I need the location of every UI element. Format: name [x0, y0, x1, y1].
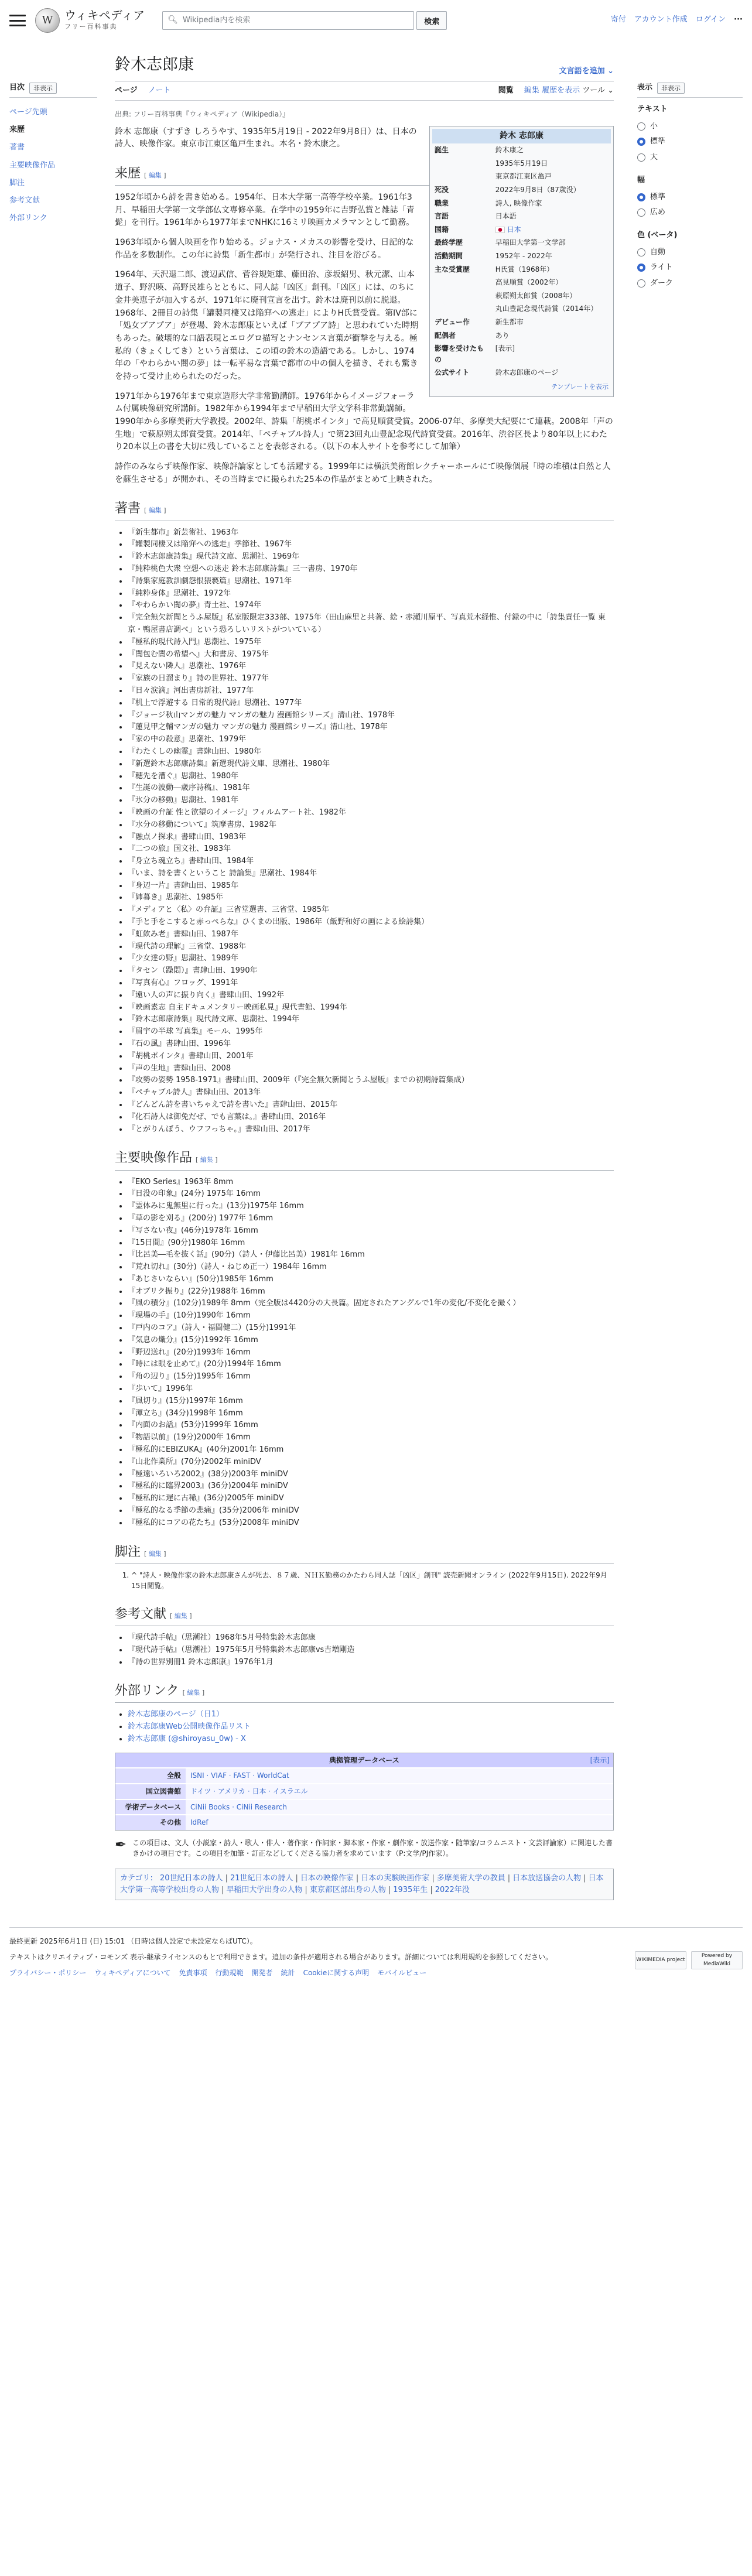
film-item: • 『風切り』(15分)1997年 16mm: [128, 1395, 614, 1408]
book-item: • 『家の中の殺意』思潮社、1979年: [128, 734, 614, 746]
appearance-group: [637, 175, 743, 220]
book-item: • 『とがりんぼう、ウフフっちゃ。』書肆山田、2017年: [128, 1124, 614, 1136]
appearance-option[interactable]: [637, 276, 743, 291]
film-item: • 『渾立ち』(34分)1998年 16mm: [128, 1408, 614, 1420]
film-item: • 『物語以前』(19分)2000年 16mm: [128, 1432, 614, 1444]
film-item: • 『歩いて』1996年: [128, 1383, 614, 1395]
book-item: • 『化石詩人は御免だぜ、でも言葉は。』書肆山田、2016年: [128, 1111, 614, 1124]
infobox-row: [432, 249, 611, 263]
category-link[interactable]: 多摩美術大学の教員: [436, 1874, 505, 1883]
stub-notice: [115, 1838, 614, 1859]
appearance-option-label: ライト: [650, 263, 673, 272]
add-language-button[interactable]: 文言語を追加 ⌄: [559, 66, 614, 76]
authority-row: [115, 1815, 613, 1830]
infobox-value: あり: [495, 331, 510, 340]
film-item: • 『草の影を刈る』(200分) 1977年 16mm: [128, 1213, 614, 1225]
book-item: • 『声の生地』書肆山田、2008: [128, 1063, 614, 1075]
category-link[interactable]: 2022年没: [435, 1886, 470, 1895]
appearance-option-label: 標準: [650, 137, 666, 146]
appearance-option[interactable]: [637, 245, 743, 260]
radio-button-icon[interactable]: [637, 248, 645, 256]
wikimedia-badge[interactable]: WIKIMEDIA project: [635, 1951, 686, 1969]
footer-link[interactable]: 行動規範: [215, 1968, 244, 1977]
radio-button-icon[interactable]: [637, 264, 645, 272]
film-item: • 『角の辺り』(15分)1995年 16mm: [128, 1371, 614, 1383]
book-item: • 『新生都市』新芸術社、1963年: [128, 527, 614, 539]
edit-films-link[interactable]: 編集: [200, 1156, 213, 1164]
authority-row: [115, 1768, 613, 1784]
authority-key: その他: [115, 1815, 186, 1830]
authority-key: 学術データベース: [115, 1800, 186, 1815]
infobox-key: [432, 170, 493, 183]
infobox-value: 高見順賞（2002年）: [495, 278, 563, 287]
book-item: • 『虹飲み老』書肆山田、1987年: [128, 929, 614, 941]
appearance-option-label: 標準: [650, 192, 666, 201]
book-item: • 『新選鈴木志郎康詩集』新選現代詩文庫、思潮社、1980年: [128, 758, 614, 771]
external-links-list: [115, 1709, 614, 1745]
history-para: 1971年から1976年まで東京造形大学非常勤講師。1976年からイメージフォーラム付属映像研究所講師。1982年から1994年まで早稲田大学文学科非常勤講師。1990年から多摩美術大学教授。2002年、詩集「胡桃ポインタ」で高見順賞受賞。2006-07年、多摩美大紀要にて連載。2008年「声の生地」で萩原朔太郎賞受賞。2014年、「ペチャブル詩人」で第23回丸山豊記念現代詩賞受賞。2016年、渋谷区長より80年以上にわたり20本以上の書を大切に残していることを表彰される。（以下の本人サイトを参考にして加筆）: [115, 391, 613, 452]
infobox-value: 2022年9月8日（87歳没）: [495, 186, 580, 194]
film-item: • 『極私的に遅に古稀』(36分)2005年 miniDV: [128, 1493, 614, 1505]
films-list: [115, 1176, 614, 1530]
template-link[interactable]: テンプレートを表示: [551, 382, 609, 391]
film-item: • 『極遠いろいろ2002』(38分)2003年 miniDV: [128, 1469, 614, 1481]
film-item: • 『極私的にEBIZUKA』(40分)2001年 16mm: [128, 1444, 614, 1456]
appearance-option[interactable]: [637, 134, 743, 149]
book-item: • 『攻勢の姿勢 1958-1971』書肆山田、2009年（『完全無欠新聞とうふ屋版』までの初期詩篇集成）: [128, 1075, 614, 1087]
radio-button-icon[interactable]: [637, 279, 645, 288]
appearance-option-label: ダーク: [650, 278, 674, 288]
radio-button-icon[interactable]: [637, 138, 645, 146]
book-item: • 『融点ノ探求』書肆山田、1983年: [128, 832, 614, 844]
book-item: • 『胡桃ポインタ』書肆山田、2001年: [128, 1051, 614, 1063]
footer-link[interactable]: 免責事項: [179, 1968, 207, 1977]
site-logo[interactable]: [35, 8, 145, 33]
book-item: • 『映画素志 自主ドキュメンタリー映画私見』現代書館、1994年: [128, 1002, 614, 1014]
infobox-row: [432, 157, 611, 170]
category-link[interactable]: 早稲田大学出身の人物: [226, 1886, 303, 1895]
infobox-value: 鈴木志郎康のページ: [495, 368, 559, 377]
table-of-contents: [9, 41, 97, 1912]
appearance-option-label: 大: [650, 152, 658, 162]
book-item: • 『鈴木志郎康詩集』現代詩文庫、思潮社、1994年: [128, 1014, 614, 1026]
film-item: • 『霊体みに鬼無里に行った』(13分)1975年 16mm: [128, 1200, 614, 1213]
infobox-key: [432, 276, 493, 289]
book-item: • 『写真有心』フロッグ、1991年: [128, 977, 614, 990]
film-item: • 『EKO Series』1963年 8mm: [128, 1176, 614, 1189]
book-item: • 『純粋桃色大衆 空想への迷走 鈴木志郎康詩集』三一書房、1970年: [128, 563, 614, 576]
film-item: • 『野辺送れ』(20分)1993年 16mm: [128, 1347, 614, 1359]
infobox-row: [432, 223, 611, 237]
infobox-row: [432, 276, 611, 289]
main-content: [97, 41, 625, 1912]
appearance-option[interactable]: [637, 260, 743, 275]
infobox-key: 配偶者: [435, 331, 456, 340]
film-item: • 『気息の熾分』(15分)1992年 16mm: [128, 1335, 614, 1347]
external-link[interactable]: 鈴木志郎康Web公開映像作品リスト: [128, 1722, 251, 1732]
book-item: • 『罐製同棲又は陥穽への逃走』季節社、1967年: [128, 539, 614, 551]
book-item: • 『机上で浮遊する 日常的現代詩』思潮社、1977年: [128, 697, 614, 710]
edit-history-link[interactable]: 編集: [148, 171, 162, 179]
book-item: • 『完全無欠新聞とうふ屋版』私家版限定333部、1975年（田山麻里と共著、絵・赤瀬川原平、写真荒木経惟、付録の中に「詩集責任一覧 東京・鴨屋書店調べ」という恐ろしいリストがついている）: [128, 612, 614, 637]
authority-control: [115, 1753, 614, 1831]
book-item: • 『二つの旅』国文社、1983年: [128, 843, 614, 856]
tab-page[interactable]: ページ: [115, 85, 138, 95]
authority-toggle[interactable]: [表示]: [590, 1756, 610, 1764]
radio-button-icon[interactable]: [637, 153, 645, 162]
section-external-heading: 外部リンク [ 編集 ]: [115, 1681, 614, 1703]
history-para: 1964年、天沢退二郎、渡辺武信、菅谷規矩雄、藤田治、彦坂紹男、秋元潔、山本道子、野沢暎、高野民雄らとともに、同人誌「凶区」創刊。「凶区」には、のちに金井美恵子が加入するが、1971年に廃刊宣言を出す。鈴木は廃刊以前に脱退。1968年、2冊目の詩集「罐製同棲又は陥穽への逃走」によりH氏賞受賞。第IV部に「処女プアプア」が登場、鈴木志郎康といえば「プアプア詩」と思われていた時期もあった。破壊的な口語表現とエログロ描写とナンセンス言葉が衝撃を与える。極私的（きょくしてき）という言葉は、この頃の鈴木の造語である。しかし、1974年の「やわらかい闇の夢」は一転平易な言葉で都市の中の個人を描き、それも驚きを持って受け止められたのだった。: [115, 270, 418, 381]
appearance-panel: [625, 41, 743, 1912]
infobox: [429, 126, 614, 397]
tab-read[interactable]: 閲覧: [498, 85, 514, 95]
film-item: • 『戸内のコア』（詩人・福間健二）(15分)1991年: [128, 1322, 614, 1335]
radio-button-icon[interactable]: [637, 193, 645, 201]
appearance-option[interactable]: [637, 190, 743, 205]
footer-link[interactable]: モバイルビュー: [377, 1968, 427, 1977]
footer-link[interactable]: ウィキペディアについて: [94, 1968, 171, 1977]
film-item: • 『比呂美―毛を抜く話』(90分)（詩人・伊藤比呂美）1981年 16mm: [128, 1249, 614, 1261]
note-item: 1. ^ "詩人・映像作家の鈴木志郎康さんが死去、８７歳、ＮＨＫ勤務のかたわら同人誌「凶区」創刊" 読売新聞オンライン (2022年9月15日). 2022年9月15日閲覧。: [131, 1570, 614, 1592]
ref-item: • 『現代詩手帖』（思潮社）1975年5月号特集鈴木志郎康vs吉増剛造: [128, 1644, 614, 1657]
infobox-row: [432, 183, 611, 197]
book-item: • 『氷分の移動』思潮社、1981年: [128, 795, 614, 807]
ref-item: • 『現代詩手帖』（思潮社）1968年5月号特集鈴木志郎康: [128, 1632, 614, 1644]
books-list: [115, 527, 614, 1136]
film-item: • 『現場の手』(10分)1990年 16mm: [128, 1310, 614, 1322]
categories-label[interactable]: カテゴリ:: [120, 1874, 153, 1883]
book-item: • 『穂先を漕ぐ』思潮社、1980年: [128, 771, 614, 783]
authority-value[interactable]: IdRef: [186, 1815, 613, 1830]
page-tabs: [115, 81, 614, 101]
radio-button-icon[interactable]: [637, 208, 645, 217]
book-item: • 『いま、詩を書くということ 詩論集』思潮社、1984年: [128, 868, 614, 880]
infobox-key: 死没: [435, 186, 449, 194]
infobox-value: 東京都江東区亀戸: [495, 172, 552, 181]
appearance-hide-button[interactable]: 非表示: [657, 83, 685, 94]
book-item: • 『鈴木志郎康詩集』現代詩文庫、思潮社、1969年: [128, 551, 614, 563]
infobox-row: [432, 197, 611, 210]
logo-title: ウィキペディア: [64, 8, 145, 23]
infobox-key: 職業: [435, 199, 449, 207]
book-item: • 『闇包む闇の希望へ』大和書房、1975年: [128, 649, 614, 661]
history-para: 詩作のみならず映像作家、映像評論家としても活躍する。1999年には横浜美術館レクチャーホールにて映像個展「時の堆積は自然と人を蘇生させる」が開かれ、その当時までに撮られた25本の作品がまとめて上映された。: [115, 462, 611, 484]
book-item: • 『石の風』書肆山田、1996年: [128, 1038, 614, 1051]
appearance-group-label: 色 (ベータ): [637, 231, 678, 240]
category-link[interactable]: 日本放送協会の人物: [512, 1874, 582, 1883]
infobox-value: 詩人, 映像作家: [495, 199, 542, 207]
infobox-row: [432, 170, 611, 183]
film-item: • 『山北作業所』(70分)2002年 miniDV: [128, 1456, 614, 1469]
infobox-row: [432, 210, 611, 223]
book-item: • 『詩集家庭教訓劇怨恨猥褻篇』思潮社、1971年: [128, 576, 614, 588]
infobox-value: 日本語: [495, 212, 517, 221]
toc-item-external[interactable]: 外部リンク: [9, 213, 47, 223]
radio-button-icon[interactable]: [637, 122, 645, 131]
license-text: テキストはクリエイティブ・コモンズ 表示-継承ライセンスのもとで利用できます。追加の条件が適用される場合があります。詳細については利用規約を参照してください。: [9, 1952, 553, 1961]
search-placeholder: Wikipedia内を検索: [182, 15, 251, 25]
footer-link[interactable]: プライバシー・ポリシー: [9, 1968, 87, 1977]
toc-item-top[interactable]: ページ先頭: [9, 108, 47, 117]
japan-flag-icon: [495, 227, 505, 233]
authority-value[interactable]: ドイツ · アメリカ · 日本 · イスラエル: [186, 1784, 613, 1800]
infobox-key: 公式サイト: [435, 368, 470, 377]
tab-history[interactable]: 履歴を表示: [542, 85, 580, 95]
footer-link[interactable]: Cookieに関する声明: [303, 1968, 370, 1977]
infobox-value: 丸山豊記念現代詩賞（2014年）: [495, 305, 598, 313]
book-item: • 『メディアと〈私〉の弁証』三省堂選書、三省堂、1985年: [128, 904, 614, 916]
book-item: • 『映画の弁証 性と欲望のイメージ』フィルムアート社、1982年: [128, 807, 614, 819]
history-para: 1952年頃から詩を書き始める。1954年、日本大学第一高等学校卒業。1961年3月、早稲田大学第一文学部仏文専修卒業。在学中の1959年に吉野弘賞と雑誌「青髭」を刊行。1961年から1977年までNHKに16ミリ映画カメラマンとして勤務。: [115, 193, 415, 228]
book-item: • 『極私的現代詩入門』思潮社、1975年: [128, 637, 614, 649]
authority-value[interactable]: ISNI · VIAF · FAST · WorldCat: [186, 1768, 613, 1784]
mediawiki-badge[interactable]: Powered by MediaWiki: [691, 1951, 743, 1969]
toc-title: 目次: [9, 83, 25, 92]
login-link[interactable]: ログイン: [695, 15, 726, 24]
category-link[interactable]: 日本大学第一高等学校出身の人物: [120, 1874, 604, 1895]
edit-external-link[interactable]: 編集: [187, 1689, 200, 1697]
tab-talk[interactable]: ノート: [148, 85, 171, 95]
section-books-heading: 著書 [ 編集 ]: [115, 499, 614, 521]
category-link[interactable]: 1935年生: [393, 1886, 428, 1895]
infobox-row: [432, 366, 611, 379]
toc-item-history[interactable]: 来歴: [9, 125, 25, 135]
film-item: • 『時には眼を止めて』(20分)1994年 16mm: [128, 1359, 614, 1371]
footer-links: [9, 1968, 743, 1979]
book-item: • 『わたくしの幽霊』書肆山田、1980年: [128, 746, 614, 758]
category-link[interactable]: 日本の実験映画作家: [361, 1874, 430, 1883]
book-item: • 『姉暮き』思潮社、1985年: [128, 892, 614, 904]
film-item: • 『風の積分』(102分)1989年 8mm（完全版は4420分の大長篇。固定されたアングルで1年の変化/不変化を撮く）: [128, 1298, 614, 1310]
infobox-key: デビュー作: [435, 317, 470, 326]
infobox-value: 1935年5月19日: [495, 159, 548, 167]
book-item: • 『見えない隣人』思潮社、1976年: [128, 661, 614, 673]
notes-list: [115, 1570, 614, 1592]
film-item: • 『極私的にコアの花たち』(53分)2008年 miniDV: [128, 1517, 614, 1530]
toc-item-films[interactable]: 主要映像作品: [9, 160, 56, 170]
film-item: • 『日没の印象』(24分) 1975年 16mm: [128, 1188, 614, 1200]
authority-row: [115, 1784, 613, 1800]
footer-link[interactable]: 統計: [281, 1968, 295, 1977]
category-links: カテゴリ: 20世紀日本の詩人 | 21世紀日本の詩人 | 日本の映像作家 | 日本の実験映画作家 | 多摩美術大学の教員 | 日本放送協会の人物 | 日本大学第一高等学校出身の人物 | 早稲田大学出身の人物 | 東京都区部出身の人物 | 1935年生 | 2022年没: [115, 1869, 614, 1900]
section-history-heading: 来歴 [ 編集 ]: [115, 164, 614, 186]
user-links: [611, 14, 743, 26]
toc-item-refs[interactable]: 参考文献: [9, 196, 40, 205]
stub-text: この項目は、文人（小説家・詩人・歌人・俳人・著作家・作詞家・脚本家・作家・劇作家・放送作家・随筆家/コラムニスト・文芸評論家）に関連した書きかけの項目です。この項目を加筆・訂正などしてくださる協力者を求めています（P:文学/PJ作家）。: [132, 1838, 613, 1858]
authority-key: 国立図書館: [115, 1784, 186, 1800]
book-item: • 『家族の日溜まり』詩の世界社、1977年: [128, 673, 614, 685]
authority-key: 全般: [115, 1768, 186, 1784]
book-item: • 『ペチャブル詩人』書肆山田、2013年: [128, 1087, 614, 1099]
film-item: • 『オブリク振り』(22分)1988年 16mm: [128, 1286, 614, 1298]
infobox-value: 鈴木康之: [495, 146, 524, 155]
appearance-option[interactable]: [637, 150, 743, 165]
appearance-group-label: 幅: [637, 175, 645, 184]
film-item: • 『荒れ切れ』(30分)（詩人・ねじめ正一）1984年 16mm: [128, 1261, 614, 1274]
category-link[interactable]: 21世紀日本の詩人: [230, 1874, 293, 1883]
book-item: • 『ジョージ秋山マンガの魅力 マンガの魅力 漫画館シリーズ』清山社、1978年: [128, 710, 614, 722]
film-item: • 『あじさいならい』(50分)1985年 16mm: [128, 1274, 614, 1286]
appearance-option[interactable]: [637, 205, 743, 220]
infobox-row: [432, 329, 611, 343]
appearance-title: 表示: [637, 83, 653, 92]
book-item: • 『遠い人の声に振り向く』書肆山田、1992年: [128, 990, 614, 1002]
authority-value[interactable]: CiNii Books · CiNii Research: [186, 1800, 613, 1815]
quill-icon: ✒: [115, 1836, 127, 1853]
book-item: • 『どんどん詩を書いちゃえで詩を書いた』書肆山田、2015年: [128, 1099, 614, 1111]
category-link[interactable]: 東京都区部出身の人物: [309, 1886, 386, 1895]
film-item: • 『写さない夜』(46分)1978年 16mm: [128, 1225, 614, 1237]
page-title: 鈴木志郎康: [115, 56, 194, 74]
infobox-value: 萩原朔太郎賞（2008年）: [495, 291, 577, 300]
infobox-key: 誕生: [435, 146, 449, 155]
more-options-icon[interactable]: ···: [734, 15, 743, 24]
film-item: • 『極私的なる季節の悲痛』(35分)2006年 miniDV: [128, 1505, 614, 1517]
external-link[interactable]: 鈴木志郎康 (@shiroyasu_0w) - X: [128, 1735, 246, 1744]
infobox-value: 新生都市: [495, 317, 524, 326]
book-item: • 『手と手をこすると赤っぺらな』ひくまの出版、1986年（飯野和好の画による絵詩集）: [128, 916, 614, 929]
infobox-row: [432, 302, 611, 316]
edit-notes-link[interactable]: 編集: [148, 1549, 162, 1558]
appearance-option[interactable]: [637, 119, 743, 134]
toc-hide-button[interactable]: 非表示: [29, 83, 57, 94]
donate-link[interactable]: 寄付: [610, 15, 626, 24]
book-item: • 『少女達の野』思潮社、1989年: [128, 953, 614, 965]
film-item: • 『15日間』(90分)1980年 16mm: [128, 1237, 614, 1250]
from-line: 出典: フリー百科事典『ウィキペディア（Wikipedia）』: [115, 110, 290, 118]
appearance-option-label: 広め: [650, 207, 666, 217]
create-account-link[interactable]: アカウント作成: [634, 15, 688, 24]
appearance-group: [637, 104, 743, 165]
infobox-title: 鈴木 志郎康: [432, 129, 611, 144]
infobox-row: [432, 342, 611, 366]
infobox-key: 最終学歴: [435, 238, 463, 247]
appearance-group: [637, 230, 743, 291]
book-item: • 『眉宇の半球 写真集』モール、1995年: [128, 1026, 614, 1038]
infobox-row: [432, 143, 611, 157]
wikipedia-globe-icon: W: [35, 8, 60, 33]
tab-edit[interactable]: 編集: [524, 85, 539, 95]
infobox-key: [432, 302, 493, 316]
section-notes-heading: 脚注 [ 編集 ]: [115, 1542, 614, 1564]
infobox-row: [432, 236, 611, 249]
search-button[interactable]: 検索: [416, 11, 447, 30]
category-link[interactable]: 20世紀日本の詩人: [160, 1874, 223, 1883]
edit-books-link[interactable]: 編集: [148, 507, 162, 515]
authority-row: [115, 1800, 613, 1815]
book-item: • 『やわらかい闇の夢』青土社、1974年: [128, 600, 614, 612]
footer: [9, 1927, 743, 1996]
last-modified: 最終更新 2025年6月1日 (日) 15:01 （日時は個人設定で未設定ならばUTC）。: [9, 1937, 257, 1946]
toc-item-books[interactable]: 著書: [9, 143, 25, 152]
main-menu-icon[interactable]: [9, 15, 26, 26]
section-films-heading: 主要映像作品 [ 編集 ]: [115, 1148, 614, 1170]
lead-paragraph: 鈴木 志郎康（すずき しろうやす、1935年5月19日 - 2022年9月8日）は、日本の詩人、映像作家。東京市江東区亀戸生まれ。本名・鈴木康之。: [115, 126, 417, 149]
book-item: • 『現代詩の理解』三省堂、1988年: [128, 941, 614, 953]
infobox-row: [432, 289, 611, 303]
history-para: 1963年頃から個人映画を作り始める。ジョナス・メカスの影響を受け、日記的な作品を多数制作。この年に詩集「新生都市」が発行され、注目を浴びる。: [115, 238, 414, 260]
infobox-value: 早稲田大学第一文学部: [495, 238, 566, 247]
infobox-key: 国籍: [435, 225, 449, 234]
edit-refs-link[interactable]: 編集: [174, 1612, 187, 1620]
book-item: • 『身立ち魂立ち』書肆山田、1984年: [128, 856, 614, 868]
infobox-value: 1952年 - 2022年: [495, 252, 552, 261]
refs-list: [115, 1632, 614, 1668]
infobox-key: 活動期間: [435, 252, 463, 261]
search-input[interactable]: [162, 11, 414, 30]
infobox-value: H氏賞（1968年）: [495, 265, 554, 273]
film-item: • 『極私的に臨界2003』(36分)2004年 miniDV: [128, 1480, 614, 1493]
infobox-key: [432, 157, 493, 170]
tab-tools[interactable]: ツール ⌄: [582, 85, 614, 95]
appearance-option-label: 小: [650, 122, 658, 131]
book-item: • 『水分の移動について』筑摩書房、1982年: [128, 819, 614, 832]
infobox-row: [432, 316, 611, 329]
site-header: [0, 0, 752, 41]
toc-item-notes[interactable]: 脚注: [9, 178, 25, 187]
logo-subtitle: フリー百科事典: [64, 23, 118, 31]
book-item: • 『蓮見甲之輔マンガの魅力 マンガの魅力 漫画館シリーズ』清山社、1978年: [128, 721, 614, 734]
category-link[interactable]: 日本の映像作家: [300, 1874, 354, 1883]
infobox-value: [表示]: [495, 344, 515, 353]
film-item: • 『内面のお話』(53分)1999年 16mm: [128, 1419, 614, 1432]
ref-item: • 『詩の世界別冊1 鈴木志郎康』1976年1月: [128, 1657, 614, 1669]
infobox-key: 言語: [435, 212, 449, 221]
book-item: • 『生誕の波動―歳序詩稿』、1981年: [128, 782, 614, 795]
book-item: • 『タセン（躁悶）』書肆山田、1990年: [128, 965, 614, 977]
book-item: • 『身辺一片』書肆山田、1985年: [128, 880, 614, 892]
search-icon: 🔍︎: [168, 15, 178, 25]
section-refs-heading: 参考文献 [ 編集 ]: [115, 1605, 614, 1626]
book-item: • 『日々涙滴』河出書房新社、1977年: [128, 685, 614, 697]
infobox-key: 影響を受けたもの: [435, 344, 484, 364]
authority-title: 典拠管理データベース: [329, 1756, 399, 1764]
infobox-value: 日本: [493, 223, 611, 237]
external-link[interactable]: 鈴木志郎康のページ（日1）: [128, 1710, 224, 1719]
infobox-row: [432, 263, 611, 276]
footer-link[interactable]: 開発者: [251, 1968, 273, 1977]
appearance-option-label: 自動: [650, 248, 666, 257]
appearance-group-label: テキスト: [637, 105, 668, 114]
infobox-key: 主な受賞歴: [435, 265, 470, 273]
infobox-key: [432, 289, 493, 303]
book-item: • 『純粋身体』思潮社、1972年: [128, 588, 614, 600]
